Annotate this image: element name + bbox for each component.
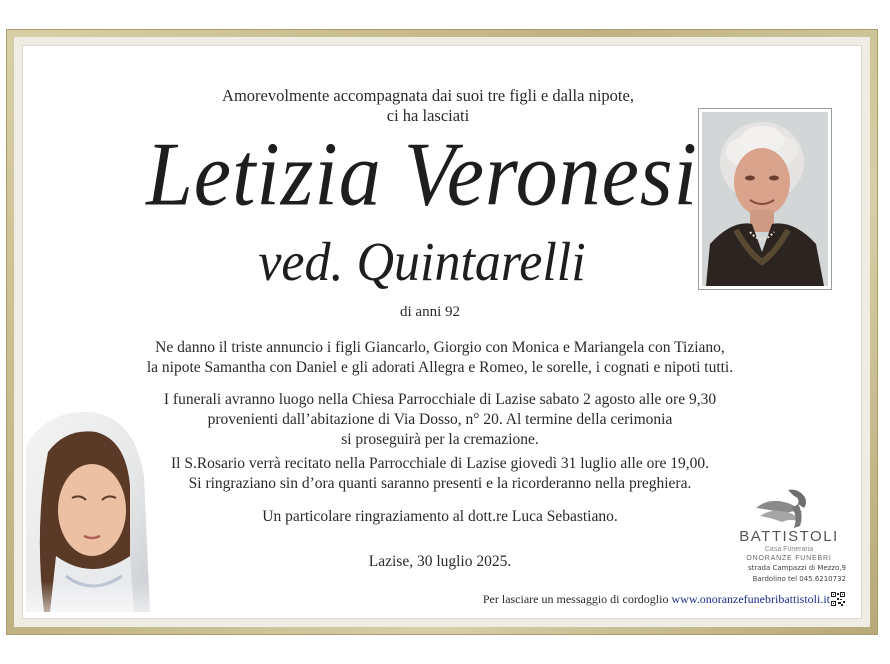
- age-line: di anni 92: [400, 304, 460, 320]
- battistoli-logo-icon: [754, 486, 818, 530]
- funeral-home-subtitle: ONORANZE FUNEBRI: [746, 555, 832, 562]
- website-link[interactable]: www.onoranzefunebribattistoli.it: [671, 592, 830, 606]
- deceased-name: Letizia Veronesi: [146, 124, 698, 226]
- announcement-line: Ne danno il triste annuncio i figli Giancarlo, Giorgio con Monica e Mariangela con Tiziano,: [155, 339, 725, 356]
- married-name: ved. Quintarelli: [258, 232, 586, 293]
- rosary-paragraph: [90, 454, 790, 494]
- funeral-home-tagline: Casa Funeraria: [764, 546, 814, 553]
- place-date: Lazise, 30 luglio 2025.: [368, 553, 512, 570]
- intro-line-1: Amorevolmente accompagnata dai suoi tre figli e dalla nipote,: [222, 86, 634, 105]
- announcement-paragraph: [90, 338, 790, 378]
- thanks-line: Un particolare ringraziamento al dott.re Luca Sebastiano.: [262, 508, 618, 525]
- funeral-home-address-1: strada Campazzi di Mezzo,9: [747, 564, 846, 572]
- funeral-paragraph: [90, 390, 790, 450]
- portrait-photo: [698, 108, 832, 290]
- condolence-footer: [470, 592, 830, 607]
- funeral-line: I funerali avranno luogo nella Chiesa Parrocchiale di Lazise sabato 2 agosto alle ore 9,30: [163, 391, 717, 408]
- funeral-home-logo: [724, 486, 854, 585]
- funeral-home-name: BATTISTOLI: [739, 528, 839, 545]
- intro-line-2: ci ha lasciati: [386, 106, 470, 125]
- funeral-line: si proseguirà per la cremazione.: [341, 431, 539, 448]
- announcement-line: la nipote Samantha con Daniel e gli adorati Allegra e Romeo, le sorelle, i cognati e nipoti tutti.: [146, 359, 734, 376]
- portrait-photo-icon: [702, 112, 828, 286]
- funeral-home-address-2: Bardolino tel 045.6210732: [752, 575, 846, 583]
- qr-code-icon[interactable]: [831, 592, 845, 606]
- rosary-line: Si ringraziano sin d’ora quanti saranno presenti e la ricorderanno nella preghiera.: [188, 475, 692, 492]
- rosary-line: Il S.Rosario verrà recitato nella Parrocchiale di Lazise giovedì 31 luglio alle ore 19,00.: [170, 455, 709, 472]
- funeral-line: provenienti dall’abitazione di Via Dosso, n° 20. Al termine della cerimonia: [207, 411, 673, 428]
- condolence-text: Per lasciare un messaggio di cordoglio: [482, 592, 669, 606]
